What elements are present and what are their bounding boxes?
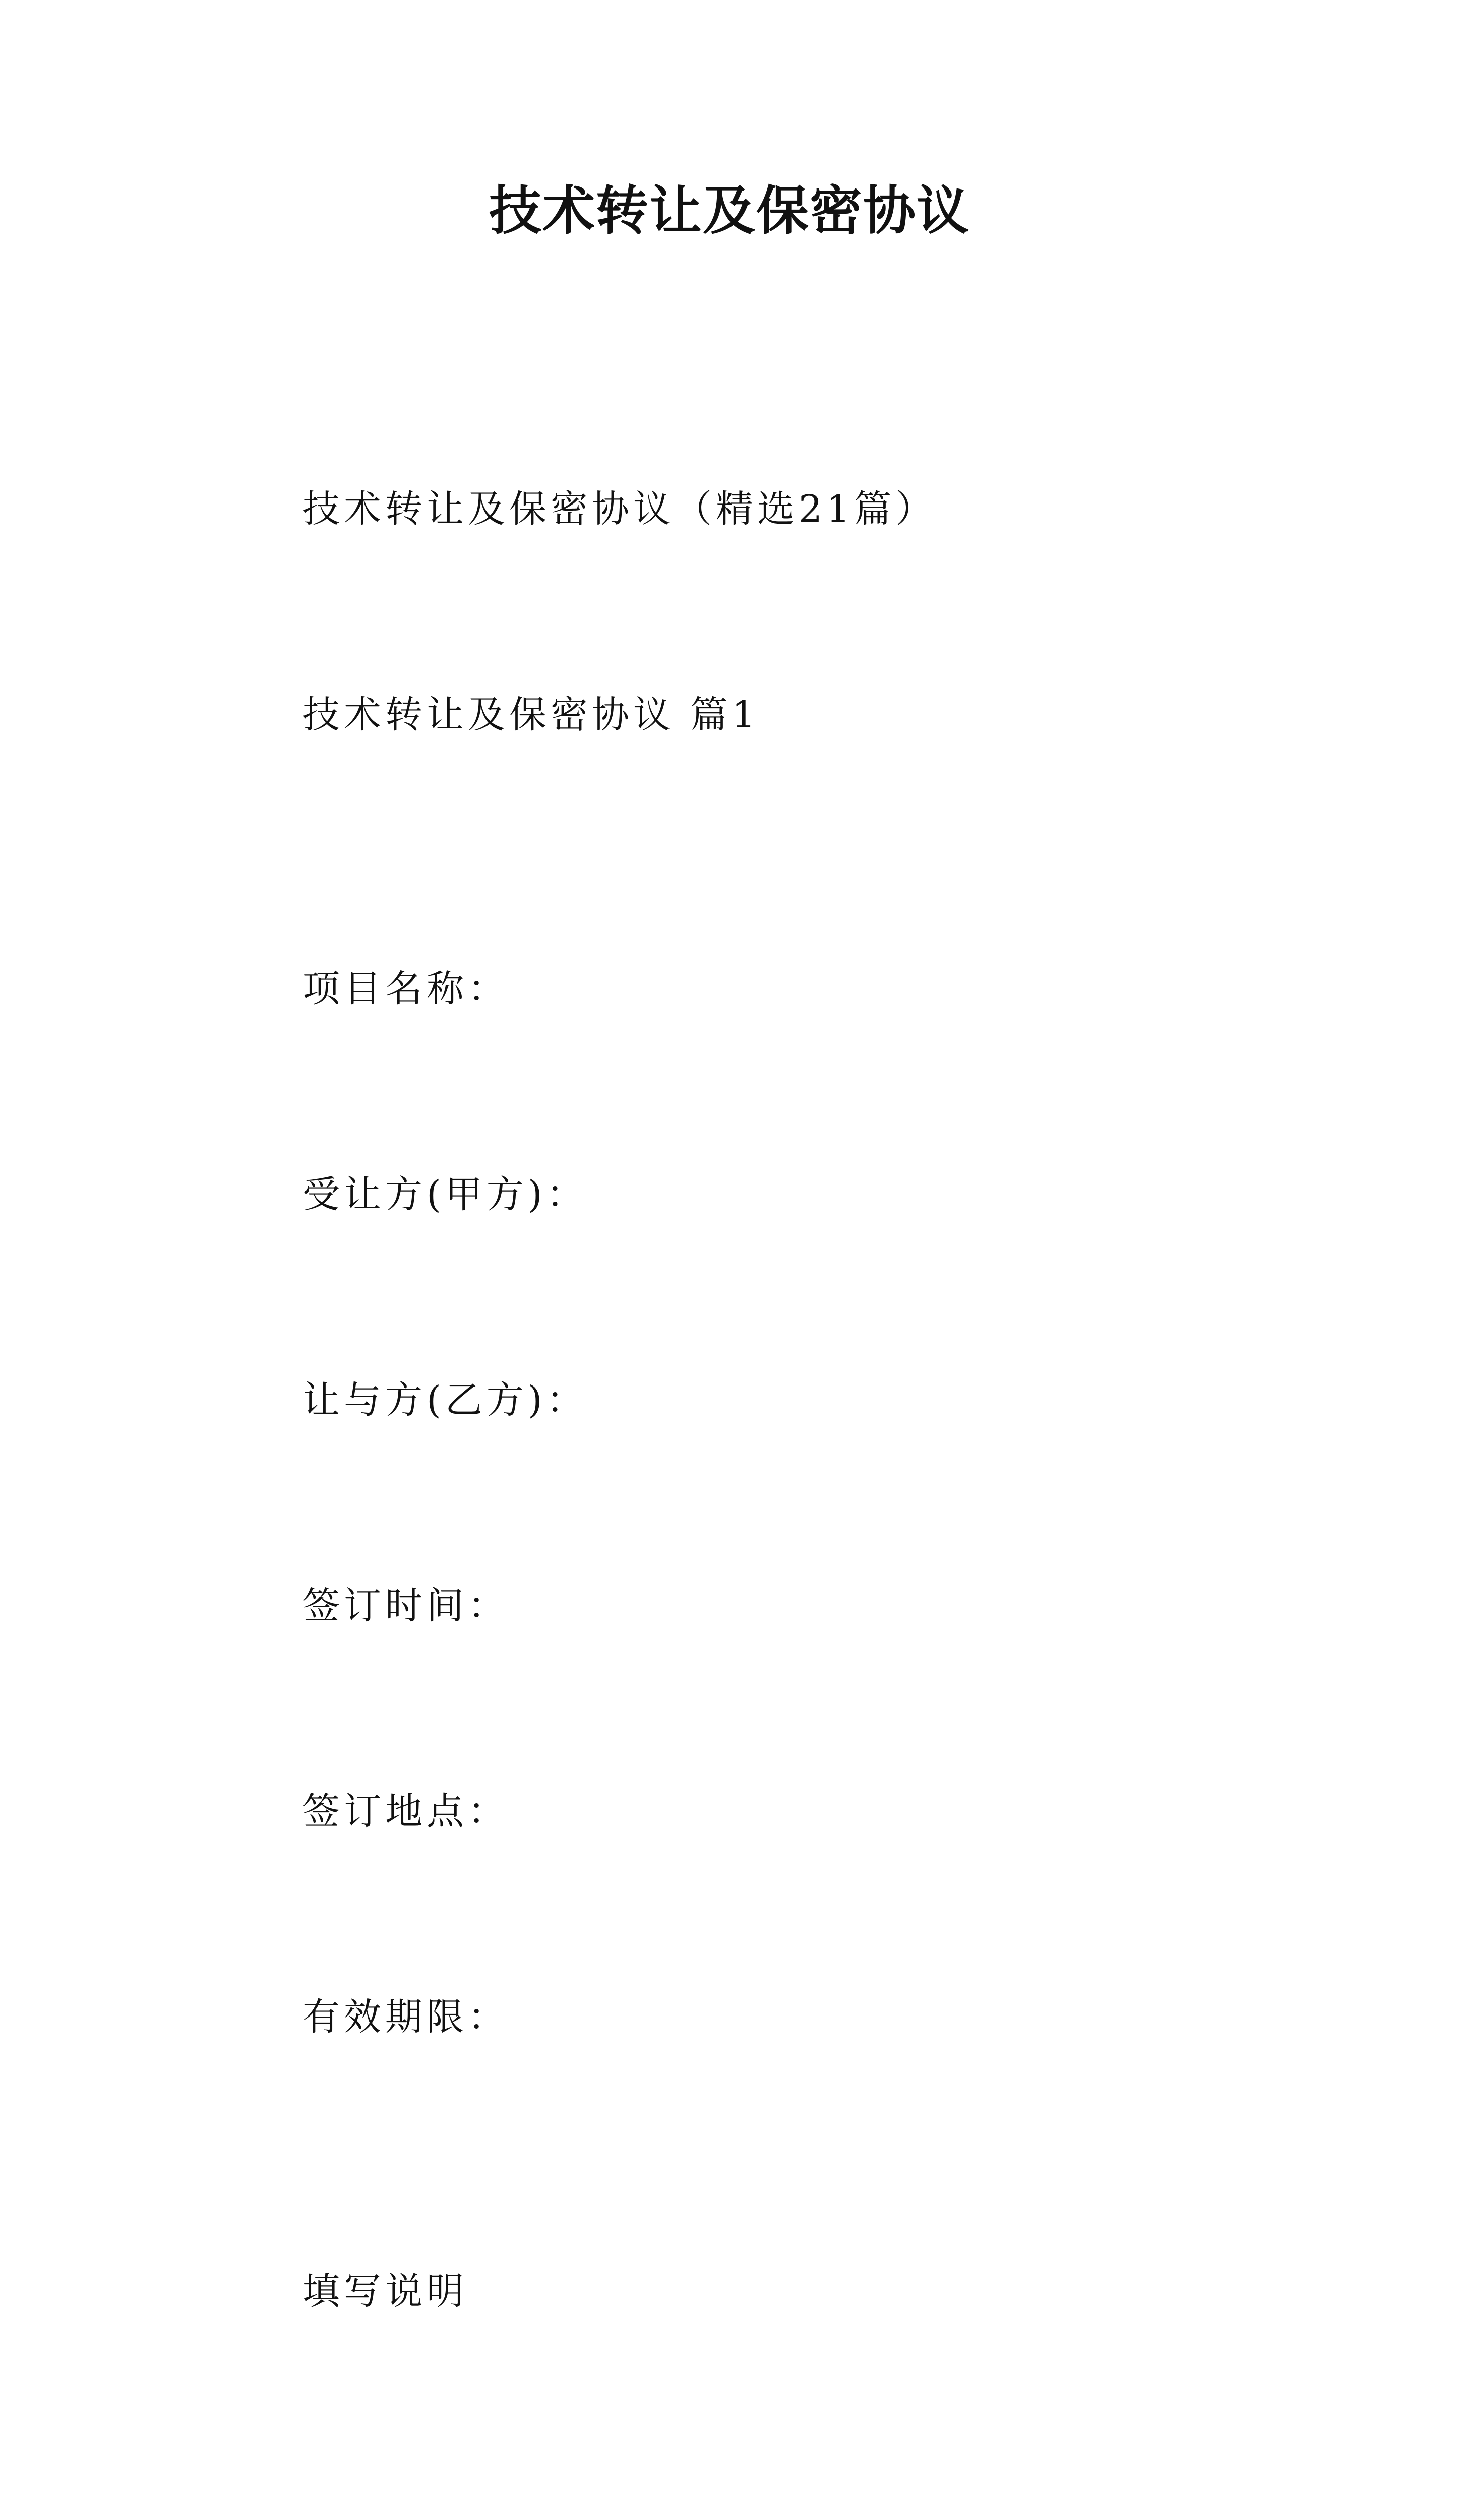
field-validity-period: 有效期限： <box>302 1995 509 2039</box>
field-transferor: 让与方(乙方)： <box>302 1378 588 1422</box>
document-title: 技术转让及保密协议 <box>489 179 970 241</box>
document-subtitle: 技术转让及保密协议（精选21篇） <box>302 487 937 531</box>
instructions-heading: 填写说明 <box>302 2270 468 2313</box>
field-signing-time: 签订时间： <box>302 1584 509 1627</box>
field-project-name: 项目名称： <box>302 967 509 1011</box>
document-body <box>224 338 1253 2520</box>
field-transferee: 受让方(甲方)： <box>302 1173 588 1216</box>
section-heading: 技术转让及保密协议 篇1 <box>302 693 760 736</box>
field-signing-place: 签订地点： <box>302 1790 509 1833</box>
